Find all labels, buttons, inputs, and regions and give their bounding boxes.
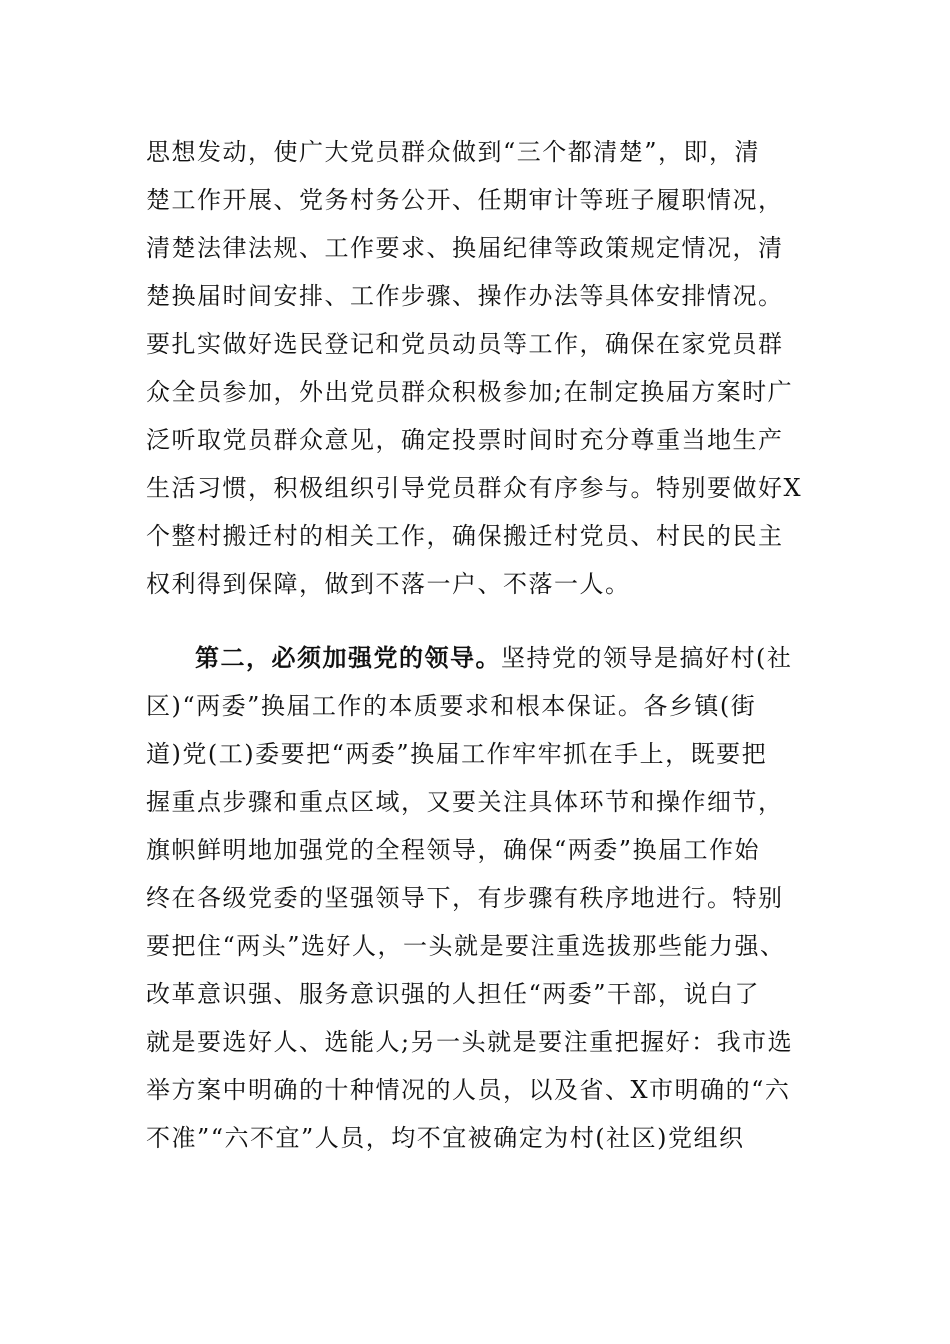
text-line: 改革意识强、服务意识强的人担任“两委”干部，说白了 [146, 980, 761, 1008]
text-line: 清楚法律法规、工作要求、换届纪律等政策规定情况，清 [146, 234, 784, 262]
text-line: 要把住“两头”选好人，一头就是要注重选拔那些能力强、 [146, 932, 786, 960]
heading-continuation: 坚持党的领导是搞好村(社 [501, 644, 793, 672]
text-line: 旗帜鲜明地加强党的全程领导，确保“两委”换届工作始 [146, 836, 761, 864]
text-line: 不准”“六不宜”人员，均不宜被确定为村(社区)党组织 [146, 1124, 745, 1152]
text-line: 权利得到保障，做到不落一户、不落一人。 [146, 570, 631, 598]
text-line: 众全员参加，外出党员群众积极参加;在制定换届方案时广 [146, 378, 794, 406]
section-heading: 第二，必须加强党的领导。 [195, 643, 501, 672]
text-line: 终在各级党委的坚强领导下，有步骤有秩序地进行。特别 [146, 884, 784, 912]
text-line: 楚工作开展、党务村务公开、任期审计等班子履职情况， [146, 186, 784, 214]
text-line: 区)“两委”换届工作的本质要求和根本保证。各乡镇(街 [146, 692, 757, 720]
text-line: 举方案中明确的十种情况的人员，以及省、X市明确的“六 [146, 1076, 791, 1104]
text-line: 握重点步骤和重点区域，又要关注具体环节和操作细节， [146, 788, 784, 816]
text-line: 楚换届时间安排、工作步骤、操作办法等具体安排情况。 [146, 282, 784, 310]
text-line-first [146, 634, 806, 682]
paragraph-1 [146, 128, 806, 608]
text-line: 泛听取党员群众意见，确定投票时间时充分尊重当地生产 [146, 426, 784, 454]
paragraph-2 [146, 634, 806, 1162]
text-line: 就是要选好人、选能人;另一头就是要注重把握好：我市选 [146, 1028, 794, 1056]
text-line: 个整村搬迁村的相关工作，确保搬迁村党员、村民的民主 [146, 522, 784, 550]
text-line: 要扎实做好选民登记和党员动员等工作，确保在家党员群 [146, 330, 784, 358]
text-line: 生活习惯，积极组织引导党员群众有序参与。特别要做好X [146, 474, 803, 502]
text-line: 道)党(工)委要把“两委”换届工作牢牢抓在手上，既要把 [146, 740, 768, 768]
text-line: 思想发动，使广大党员群众做到“三个都清楚”，即，清 [146, 138, 761, 166]
